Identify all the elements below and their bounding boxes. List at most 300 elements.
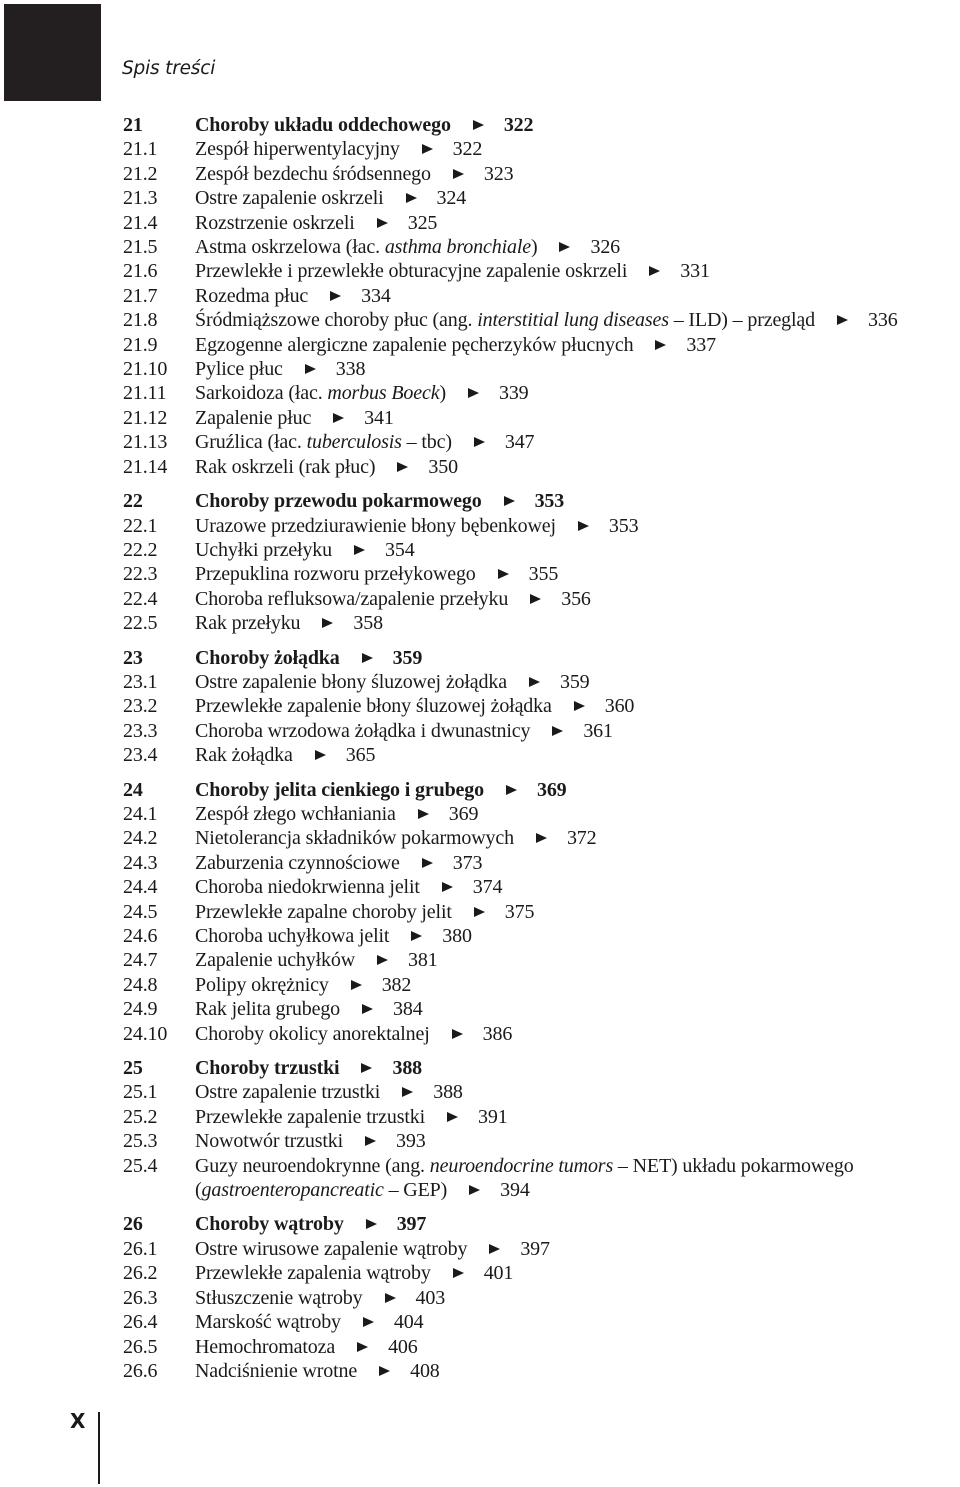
chapter-number: 23 — [123, 646, 143, 669]
entry-title-line — [195, 1335, 955, 1359]
page-ref: 354 — [385, 538, 415, 561]
entry-number: 26.4 — [123, 1311, 158, 1334]
page-ref: 322 — [503, 114, 534, 136]
triangle-arrow-icon — [397, 462, 408, 472]
entry-title-text: Rak oskrzeli (rak płuc) — [195, 455, 376, 478]
entry-number: 21.5 — [123, 236, 158, 259]
triangle-arrow-icon — [377, 218, 388, 228]
page-ref: 353 — [608, 514, 639, 537]
page-ref: 386 — [482, 1022, 513, 1045]
page-ref: 365 — [345, 744, 376, 767]
toc-entry[interactable] — [123, 1359, 955, 1383]
entry-number: 21.6 — [123, 260, 158, 283]
chapter-number: 22 — [123, 490, 143, 513]
page-ref: 372 — [566, 827, 597, 850]
chapter-title: Choroby żołądka — [195, 646, 340, 669]
toc-chapter — [123, 778, 955, 1046]
triangle-arrow-icon — [379, 1366, 390, 1376]
entry-title-line — [195, 948, 955, 972]
triangle-arrow-icon — [530, 594, 541, 604]
triangle-arrow-icon — [385, 1293, 396, 1303]
entry-title-line — [195, 851, 955, 875]
page-ref: 331 — [680, 260, 710, 283]
entry-title-text: – NET) układu pokarmowego ( — [195, 1154, 854, 1202]
entry-number: 23.1 — [123, 670, 158, 693]
toc-chapter-heading[interactable] — [123, 489, 955, 513]
page-ref: 391 — [478, 1105, 508, 1128]
entry-title-text: Guzy neuroendokrynne (ang. — [195, 1154, 430, 1177]
entry-title-line — [195, 1105, 955, 1129]
triangle-arrow-icon — [506, 785, 517, 795]
entry-title-text: Ostre zapalenie trzustki — [195, 1081, 381, 1104]
chapter-title-line — [195, 778, 955, 802]
toc-entry[interactable] — [123, 924, 955, 948]
entry-title-text: Choroba uchyłkowa jelit — [195, 925, 390, 947]
triangle-arrow-icon — [504, 496, 515, 506]
toc-chapter — [123, 113, 955, 479]
toc-entry[interactable] — [123, 357, 955, 381]
entry-title-text: ) — [530, 236, 538, 259]
corner-color-block — [4, 4, 101, 101]
entry-title-latin: tuberculosis — [306, 431, 402, 454]
entry-title-text: Zespół złego wchłaniania — [195, 802, 396, 825]
entry-number: 21.14 — [123, 455, 168, 478]
entry-number: 26.2 — [123, 1262, 158, 1285]
page-ref: 361 — [583, 719, 613, 742]
entry-title-latin: asthma bronchiale — [384, 236, 531, 259]
entry-number: 24.10 — [123, 1022, 168, 1045]
entry-number: 21.12 — [123, 406, 168, 429]
entry-title-text: Zapalenie uchyłków — [195, 949, 356, 972]
entry-number: 21.8 — [123, 309, 158, 332]
toc-entry[interactable] — [123, 562, 955, 586]
toc-entry[interactable] — [123, 259, 955, 283]
entry-number: 23.4 — [123, 744, 158, 767]
triangle-arrow-icon — [362, 653, 373, 663]
triangle-arrow-icon — [406, 193, 417, 203]
entry-number: 21.11 — [123, 382, 167, 405]
page-ref: 337 — [686, 333, 716, 356]
triangle-arrow-icon — [552, 726, 563, 736]
entry-title-line — [195, 587, 955, 611]
entry-number: 22.3 — [123, 563, 158, 586]
entry-title-text: Ostre zapalenie błony śluzowej żołądka — [195, 670, 507, 693]
section-title: Spis treści — [122, 58, 216, 79]
toc-entry[interactable] — [123, 1237, 955, 1261]
toc-chapter — [123, 1056, 955, 1202]
toc-entry[interactable] — [123, 211, 955, 235]
entry-title-text: Pylice płuc — [195, 358, 283, 381]
entry-title-line — [195, 538, 955, 562]
triangle-arrow-icon — [365, 1136, 376, 1146]
entry-title-text: ) — [439, 382, 446, 405]
entry-title-line — [195, 137, 955, 161]
triangle-arrow-icon — [498, 569, 509, 579]
page-ref: 373 — [452, 851, 483, 874]
entry-number: 24.3 — [123, 851, 158, 874]
toc-entry[interactable] — [123, 1261, 955, 1285]
toc-entry[interactable] — [123, 514, 955, 538]
entry-title-text: – ILD) – przegląd — [668, 309, 816, 332]
entry-number: 21.3 — [123, 187, 158, 210]
toc-chapter — [123, 1212, 955, 1383]
triangle-arrow-icon — [559, 242, 570, 252]
entry-title-latin: gastroenteropancreatic — [201, 1179, 384, 1202]
entry-title-line — [195, 162, 955, 186]
page-ref: 324 — [436, 187, 467, 210]
page-ref: 322 — [452, 138, 483, 161]
entry-number: 24.4 — [123, 876, 158, 899]
toc-entry[interactable] — [123, 1154, 955, 1203]
toc-entry[interactable] — [123, 900, 955, 924]
page-ref: 369 — [448, 802, 479, 825]
page-ref: 382 — [381, 973, 412, 996]
triangle-arrow-icon — [366, 1219, 377, 1229]
page-ref: 359 — [559, 670, 590, 693]
toc-entry[interactable] — [123, 694, 955, 718]
toc-entry[interactable] — [123, 802, 955, 826]
page-ref: 326 — [590, 236, 621, 259]
triangle-arrow-icon — [402, 1087, 413, 1097]
entry-title-text: Nadciśnienie wrotne — [195, 1359, 358, 1382]
page-number: X — [70, 1409, 86, 1433]
entry-number: 22.1 — [123, 514, 158, 537]
entry-title-line — [195, 430, 955, 454]
entry-number: 26.3 — [123, 1286, 158, 1309]
entry-title-line — [195, 562, 955, 586]
triangle-arrow-icon — [574, 701, 585, 711]
entry-title-line — [195, 455, 955, 479]
chapter-title-line — [195, 489, 955, 513]
page-ref: 384 — [393, 998, 423, 1021]
toc-entry[interactable] — [123, 973, 955, 997]
entry-title-line — [195, 997, 955, 1021]
chapter-title: Choroby jelita cienkiego i grubego — [195, 778, 484, 801]
triangle-arrow-icon — [377, 955, 388, 965]
triangle-arrow-icon — [422, 144, 433, 154]
page-ref: 347 — [504, 431, 535, 454]
toc-entry[interactable] — [123, 1335, 955, 1359]
entry-title-line — [195, 694, 955, 718]
triangle-arrow-icon — [469, 1185, 480, 1195]
chapter-number: 21 — [123, 114, 143, 136]
toc-entry[interactable] — [123, 948, 955, 972]
toc-entry[interactable] — [123, 308, 955, 332]
entry-number: 21.4 — [123, 211, 158, 234]
entry-title-text: Choroba refluksowa/zapalenie przełyku — [195, 587, 509, 610]
entry-number: 26.1 — [123, 1237, 158, 1260]
triangle-arrow-icon — [452, 1029, 463, 1039]
entry-number: 21.10 — [123, 358, 168, 381]
entry-title-text: Gruźlica (łac. — [195, 431, 307, 454]
triangle-arrow-icon — [453, 1268, 464, 1278]
entry-title-text: Marskość wątroby — [195, 1311, 341, 1334]
entry-title-line — [195, 333, 955, 357]
toc-chapter-heading[interactable] — [123, 1056, 955, 1080]
entry-number: 25.2 — [123, 1105, 158, 1128]
page-ref: 339 — [498, 382, 529, 405]
toc-entry[interactable] — [123, 333, 955, 357]
page-ref: 350 — [428, 455, 458, 478]
toc-entry[interactable] — [123, 587, 955, 611]
entry-title-text: Przewlekłe i przewlekłe obturacyjne zapalenie oskrzeli — [195, 260, 628, 283]
entry-title-line — [195, 973, 955, 997]
triangle-arrow-icon — [536, 833, 547, 843]
triangle-arrow-icon — [529, 677, 540, 687]
entry-title-line — [195, 875, 955, 899]
toc-chapter-heading[interactable] — [123, 778, 955, 802]
triangle-arrow-icon — [473, 120, 484, 130]
page-ref: 336 — [868, 309, 898, 332]
page-ref: 341 — [364, 406, 394, 429]
page-ref: 408 — [410, 1359, 440, 1382]
page-ref: 338 — [335, 358, 366, 381]
triangle-arrow-icon — [363, 1317, 374, 1327]
toc-chapter-heading[interactable] — [123, 1212, 955, 1236]
toc-entry[interactable] — [123, 851, 955, 875]
entry-number: 21.2 — [123, 162, 158, 185]
entry-title-line — [195, 514, 955, 538]
page-ref: 403 — [415, 1286, 446, 1309]
entry-title-line — [195, 308, 955, 332]
triangle-arrow-icon — [578, 521, 589, 531]
toc-entry[interactable] — [123, 719, 955, 743]
entry-title-line — [195, 406, 955, 430]
entry-title-text: Astma oskrzelowa (łac. — [195, 236, 385, 259]
toc-entry[interactable] — [123, 430, 955, 454]
entry-title-line — [195, 826, 955, 850]
entry-title-latin: interstitial lung diseases — [477, 309, 669, 332]
toc-entry[interactable] — [123, 1022, 955, 1046]
entry-title-text: Zespół hiperwentylacyjny — [195, 138, 400, 161]
entry-title-text: Przewlekłe zapalenie błony śluzowej żołądka — [195, 695, 552, 718]
triangle-arrow-icon — [322, 618, 333, 628]
toc-chapter-heading[interactable] — [123, 646, 955, 670]
entry-title-text: Ostre wirusowe zapalenie wątroby — [195, 1237, 468, 1260]
entry-title-line — [195, 1359, 955, 1383]
entry-title-text: Przepuklina rozworu przełykowego — [195, 563, 476, 586]
page-ref: 397 — [396, 1213, 427, 1236]
entry-title-text: Śródmiąższowe choroby płuc (ang. — [195, 309, 478, 332]
page-ref: 380 — [442, 925, 472, 947]
chapter-title: Choroby układu oddechowego — [195, 114, 451, 136]
entry-title-text: Zaburzenia czynnościowe — [195, 851, 400, 874]
toc-chapter — [123, 646, 955, 768]
entry-number: 24.7 — [123, 949, 158, 972]
page-ref: 388 — [433, 1081, 463, 1104]
entry-number: 24.2 — [123, 827, 158, 850]
entry-title-text: Choroba wrzodowa żołądka i dwunastnicy — [195, 719, 531, 742]
entry-title-text: – tbc) — [401, 431, 452, 454]
entry-number: 24.1 — [123, 802, 158, 825]
toc-entry[interactable] — [123, 826, 955, 850]
entry-title-line — [195, 284, 955, 308]
toc-entry[interactable] — [123, 1105, 955, 1129]
entry-title-text: Choroba niedokrwienna jelit — [195, 876, 420, 899]
entry-title-text: Rak jelita grubego — [195, 998, 341, 1021]
entry-number: 21.13 — [123, 431, 168, 454]
chapter-title-line — [195, 1056, 955, 1080]
page-ref: 406 — [388, 1335, 418, 1358]
triangle-arrow-icon — [442, 882, 453, 892]
entry-title-text: Rak żołądka — [195, 744, 293, 767]
entry-title-line — [195, 743, 955, 767]
entry-title-text: Przewlekłe zapalne choroby jelit — [195, 900, 452, 923]
page-ref: 397 — [520, 1237, 550, 1260]
triangle-arrow-icon — [333, 413, 344, 423]
entry-title-line — [195, 1154, 955, 1203]
page-ref: 323 — [483, 162, 514, 185]
triangle-arrow-icon — [315, 750, 326, 760]
page-ref: 325 — [407, 211, 438, 234]
entry-number: 21.9 — [123, 333, 158, 356]
entry-title-line — [195, 802, 955, 826]
entry-title-text: Rozstrzenie oskrzeli — [195, 211, 355, 234]
toc-entry[interactable] — [123, 1129, 955, 1153]
toc-entry[interactable] — [123, 1080, 955, 1104]
toc-entry[interactable] — [123, 235, 955, 259]
entry-title-line — [195, 1022, 955, 1046]
entry-title-line — [195, 1080, 955, 1104]
table-of-contents — [123, 113, 955, 1393]
entry-title-line — [195, 611, 955, 635]
entry-number: 24.9 — [123, 998, 158, 1021]
chapter-number: 24 — [123, 778, 143, 801]
page-ref: 393 — [396, 1130, 426, 1153]
entry-title-line — [195, 719, 955, 743]
triangle-arrow-icon — [411, 931, 422, 941]
entry-title-text: – GEP) — [383, 1179, 448, 1202]
entry-title-text: Hemochromatoza — [195, 1335, 336, 1358]
chapter-title-line — [195, 113, 955, 137]
toc-entry[interactable] — [123, 743, 955, 767]
toc-entry[interactable] — [123, 455, 955, 479]
entry-title-text: Zespół bezdechu śródsennego — [195, 162, 431, 185]
toc-entry[interactable] — [123, 186, 955, 210]
entry-title-text: Urazowe przedziurawienie błony bębenkowej — [195, 514, 556, 537]
toc-chapter-heading[interactable] — [123, 113, 955, 137]
triangle-arrow-icon — [418, 809, 429, 819]
page-ref: 334 — [361, 284, 391, 307]
page-ref: 359 — [392, 646, 423, 669]
chapter-title-line — [195, 1212, 955, 1236]
entry-title-line — [195, 670, 955, 694]
entry-number: 25.4 — [123, 1154, 158, 1177]
triangle-arrow-icon — [330, 291, 341, 301]
toc-entry[interactable] — [123, 611, 955, 635]
entry-title-line — [195, 211, 955, 235]
entry-title-text: Zapalenie płuc — [195, 406, 312, 429]
toc-entry[interactable] — [123, 162, 955, 186]
page-ref: 375 — [504, 900, 535, 923]
entry-title-line — [195, 186, 955, 210]
entry-title-line — [195, 259, 955, 283]
entry-number: 22.5 — [123, 612, 158, 635]
toc-entry[interactable] — [123, 538, 955, 562]
entry-number: 22.2 — [123, 538, 158, 561]
entry-title-text: Uchyłki przełyku — [195, 538, 333, 561]
entry-title-text: Ostre zapalenie oskrzeli — [195, 187, 384, 210]
page-ref: 356 — [561, 587, 591, 610]
entry-number: 22.4 — [123, 587, 158, 610]
toc-entry[interactable] — [123, 406, 955, 430]
entry-number: 24.6 — [123, 925, 158, 947]
entry-title-line — [195, 357, 955, 381]
toc-entry[interactable] — [123, 875, 955, 899]
entry-number: 26.6 — [123, 1359, 158, 1382]
triangle-arrow-icon — [837, 315, 848, 325]
toc-entry[interactable] — [123, 997, 955, 1021]
page-ref: 360 — [604, 695, 635, 718]
triangle-arrow-icon — [474, 437, 485, 447]
chapter-number: 26 — [123, 1213, 143, 1236]
entry-title-text: Polipy okrężnicy — [195, 973, 329, 996]
triangle-arrow-icon — [655, 340, 666, 350]
page-ref: 388 — [392, 1057, 423, 1080]
entry-title-text: Stłuszczenie wątroby — [195, 1286, 363, 1309]
page-ref: 374 — [472, 876, 503, 899]
triangle-arrow-icon — [453, 169, 464, 179]
chapter-number: 25 — [123, 1057, 143, 1080]
toc-entry[interactable] — [123, 381, 955, 405]
chapter-title: Choroby przewodu pokarmowego — [195, 490, 482, 513]
toc-chapter — [123, 489, 955, 635]
entry-title-text: Przewlekłe zapalenia wątroby — [195, 1262, 431, 1285]
entry-title-text: Egzogenne alergiczne zapalenie pęcherzyków płucnych — [195, 333, 634, 356]
entry-number: 23.3 — [123, 719, 158, 742]
triangle-arrow-icon — [354, 545, 365, 555]
entry-number: 25.3 — [123, 1130, 158, 1153]
entry-title-line — [195, 1261, 955, 1285]
entry-number: 21.1 — [123, 138, 158, 161]
triangle-arrow-icon — [305, 364, 316, 374]
entry-title-line — [195, 381, 955, 405]
entry-number: 24.5 — [123, 900, 158, 923]
entry-number: 24.8 — [123, 973, 158, 996]
toc-entry[interactable] — [123, 284, 955, 308]
entry-title-line — [195, 1310, 955, 1334]
entry-title-text: Sarkoidoza (łac. — [195, 382, 328, 405]
triangle-arrow-icon — [474, 907, 485, 917]
toc-entry[interactable] — [123, 670, 955, 694]
toc-entry[interactable] — [123, 1310, 955, 1334]
page-ref: 401 — [483, 1262, 514, 1285]
triangle-arrow-icon — [649, 266, 660, 276]
entry-number: 25.1 — [123, 1081, 158, 1104]
triangle-arrow-icon — [489, 1244, 500, 1254]
triangle-arrow-icon — [357, 1342, 368, 1352]
page-ref: 355 — [528, 563, 559, 586]
page-ref: 404 — [393, 1311, 424, 1334]
chapter-title-line — [195, 646, 955, 670]
triangle-arrow-icon — [361, 1063, 372, 1073]
entry-title-latin: morbus Boeck — [327, 382, 440, 405]
entry-title-line — [195, 924, 955, 948]
entry-title-latin: neuroendocrine tumors — [429, 1154, 614, 1177]
entry-title-text: Nietolerancja składników pokarmowych — [195, 827, 514, 850]
entry-title-line — [195, 1286, 955, 1310]
toc-entry[interactable] — [123, 1286, 955, 1310]
triangle-arrow-icon — [362, 1004, 373, 1014]
entry-title-text: Nowotwór trzustki — [195, 1130, 343, 1153]
toc-entry[interactable] — [123, 137, 955, 161]
entry-title-line — [195, 900, 955, 924]
entry-title-text: Rozedma płuc — [195, 284, 309, 307]
entry-title-text: Rak przełyku — [195, 612, 301, 635]
chapter-title: Choroby wątroby — [195, 1213, 344, 1236]
page-ref: 369 — [536, 778, 567, 801]
page-ref: 381 — [408, 949, 438, 972]
